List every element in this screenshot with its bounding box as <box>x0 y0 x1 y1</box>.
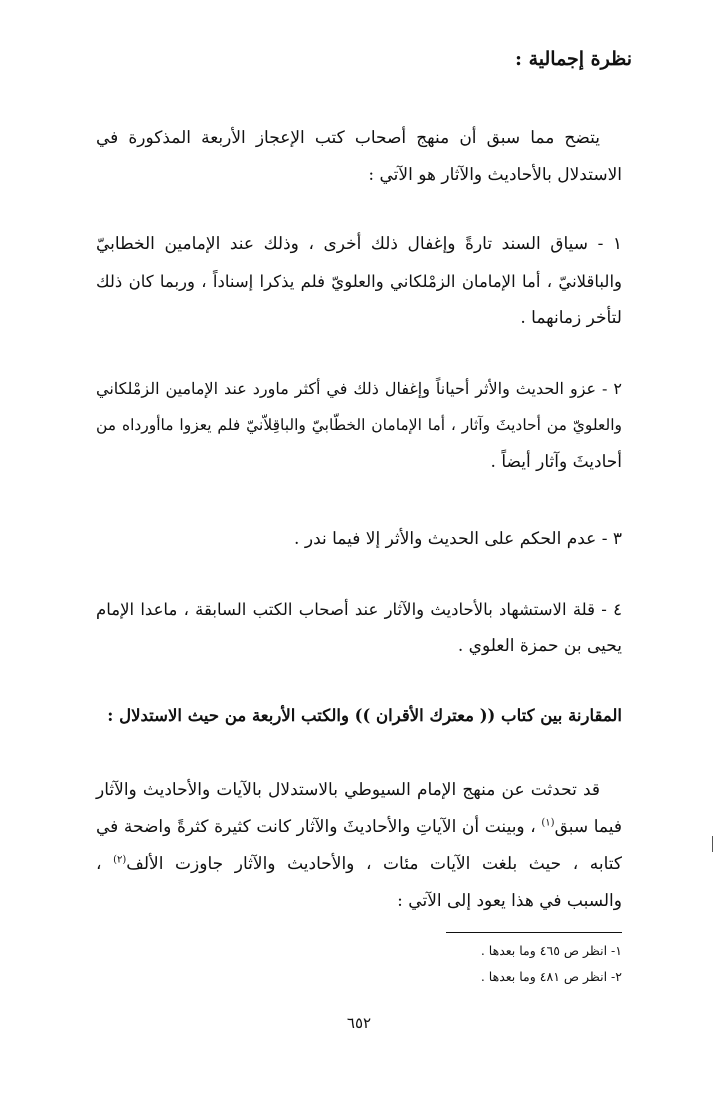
point-3-paragraph <box>96 521 622 558</box>
footnote-1: ١- انظر ص ٤٦٥ وما بعدها . <box>480 943 622 958</box>
intro-line-1: يتضح مما سبق أن منهج أصحاب كتب الإعجاز الأربعة المذكورة في <box>96 128 600 148</box>
comparison-line-2-text: فيما سبق <box>554 817 622 837</box>
heading-comparison: المقارنة بين كتاب (( معترك الأقران )) والكتب الأربعة من حيث الاستدلال : <box>107 706 622 725</box>
point-2-line-1: ٢ - عزو الحديث والأثر أحياناً وإغفال ذلك في أكثر ماورد عند الإمامين الزمْلكاني <box>96 379 622 398</box>
point-2-paragraph <box>96 370 622 481</box>
comparison-line-4: والسبب في هذا يعود إلى الآتي : <box>397 891 622 911</box>
point-1-line-1: ١ - سياق السند تارةً وإغفال ذلك أخرى ، وذلك عند الإمامين الخطابيّ <box>96 234 622 254</box>
comparison-line-2-rest: ، وبينت أن الآياتِ والأحاديثَ والآثار كانت كثيرة كثرةً واضحة في <box>96 817 536 837</box>
footnote-ref-2[interactable]: (٢) <box>113 854 127 866</box>
intro-line-2: الاستدلال بالأحاديث والآثار هو الآتي : <box>368 165 622 185</box>
footnote-2: ٢- انظر ص ٤٨١ وما بعدها . <box>480 969 622 984</box>
point-2-line-3: أحاديثَ وآثار أيضاً . <box>490 452 622 472</box>
point-2-line-2: والعلويّ من أحاديثَ وآثار ، أما الإمامان الخطّابيّ والباقِلاّنيّ فلم يعزوا ماأورداه من <box>96 416 622 434</box>
point-1-line-3: لتأخر زمانهما . <box>520 308 622 328</box>
comparison-paragraph <box>96 772 622 920</box>
point-3-line-1: ٣ - عدم الحكم على الحديث والأثر إلا فيما ندر . <box>294 529 622 549</box>
point-1-line-2: والباقلانيّ ، أما الإمامان الزمْلكاني والعلويّ فلم يذكرا إسناداً ، وربما كان ذلك <box>96 272 622 291</box>
scan-edge-mark <box>712 836 713 852</box>
comparison-line-3-rest: ، <box>96 854 102 874</box>
comparison-line-2 <box>96 809 622 846</box>
footnote-ref-1[interactable]: (١) <box>541 817 555 829</box>
comparison-line-3 <box>96 846 622 883</box>
intro-paragraph <box>96 120 622 194</box>
comparison-line-1: قد تحدثت عن منهج الإمام السيوطي بالاستدلال بالآيات والأحاديث والآثار <box>96 780 600 800</box>
point-4-line-2: يحيى بن حمزة العلوي . <box>457 636 622 656</box>
page-number: ٦٥٢ <box>346 1014 372 1032</box>
footnote-divider <box>446 932 622 933</box>
comparison-line-3-text: كتابه ، حيث بلغت الآيات مئات ، والأحاديث والآثار جاوزت الألف <box>126 854 623 874</box>
point-1-paragraph <box>96 226 622 337</box>
heading-overview: نظرة إجمالية : <box>514 48 632 70</box>
point-4-line-1: ٤ - قلة الاستشهاد بالأحاديث والآثار عند أصحاب الكتب السابقة ، ماعدا الإمام <box>96 600 622 619</box>
point-4-paragraph <box>96 591 622 665</box>
